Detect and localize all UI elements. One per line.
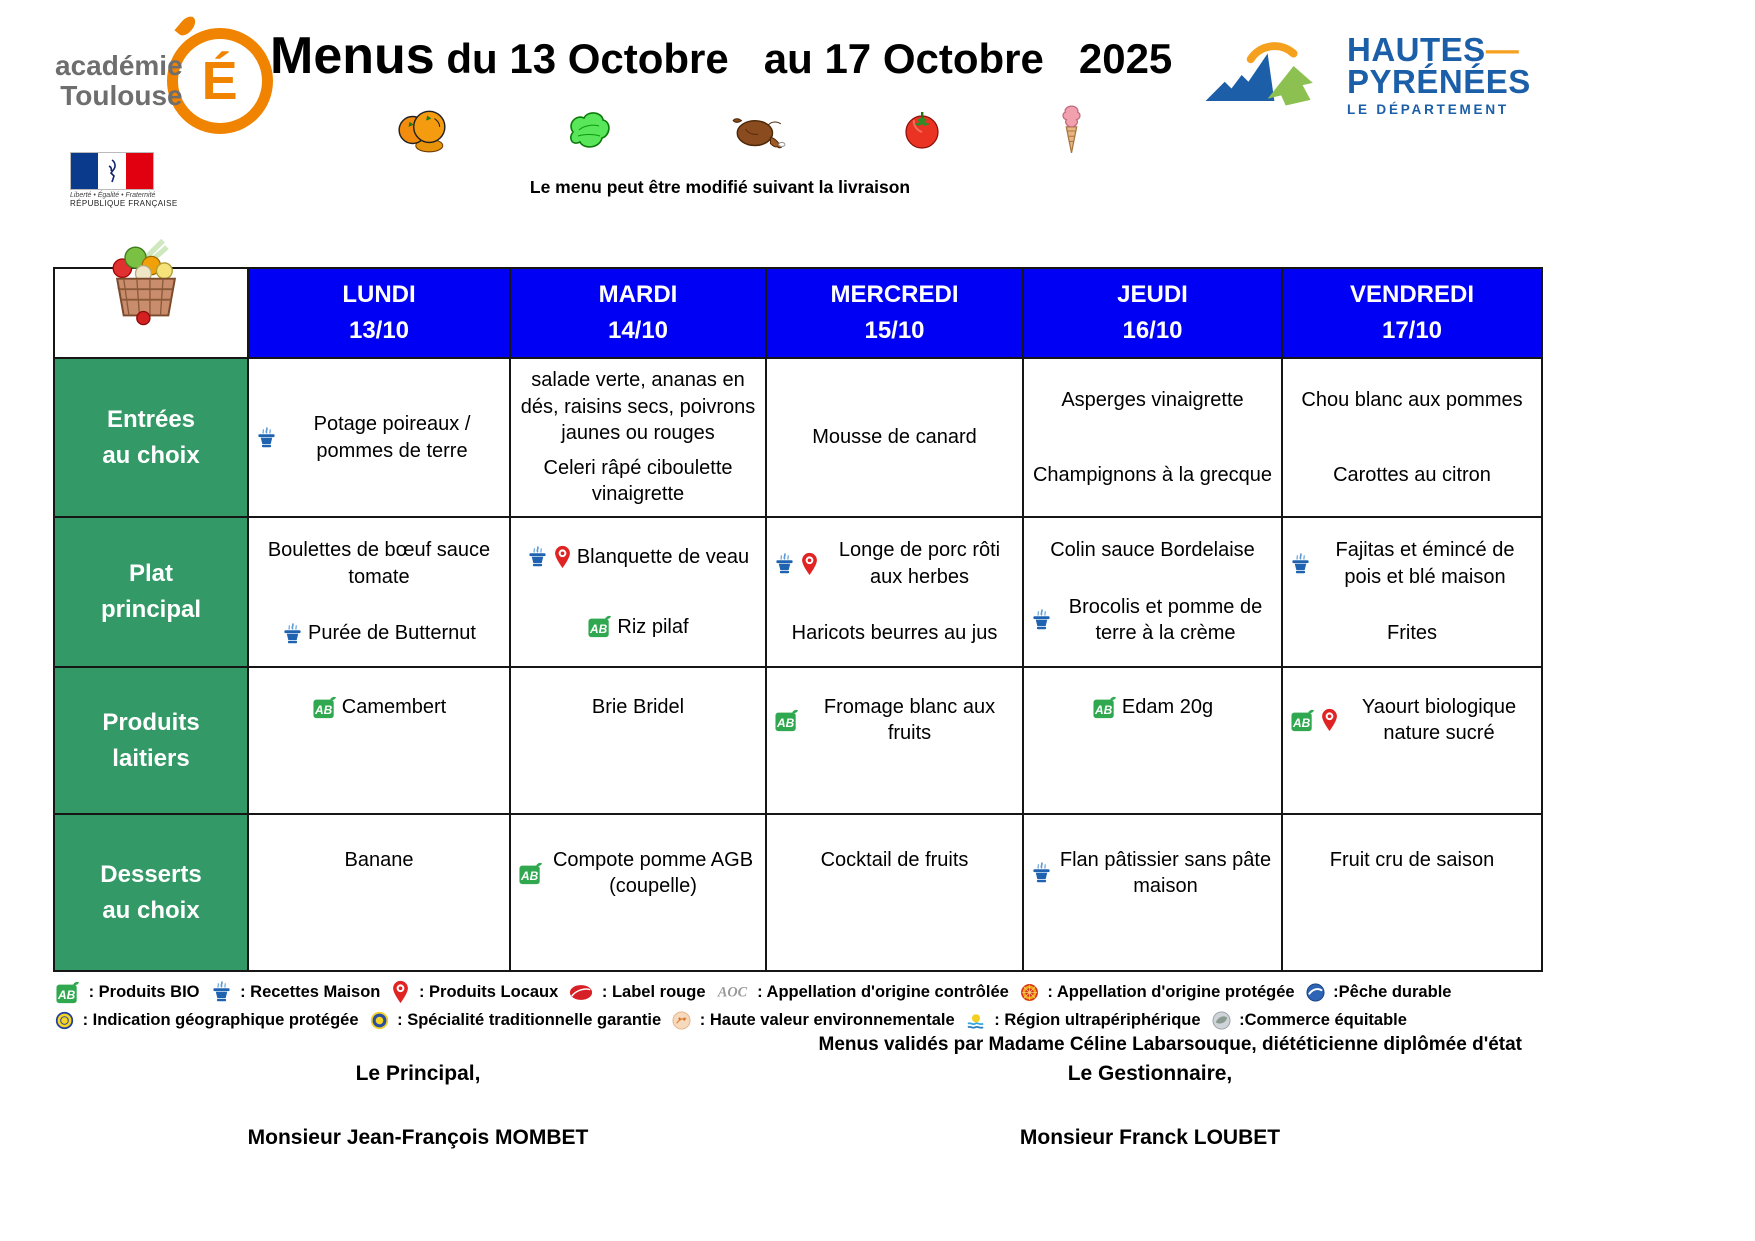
validation-note: Menus validés par Madame Céline Labarsouque, diététicienne diplômée d'état xyxy=(818,1034,1522,1055)
day-date: 15/10 xyxy=(864,317,925,344)
menu-item: Chou blanc aux pommes xyxy=(1301,389,1523,412)
day-date: 16/10 xyxy=(1122,317,1183,344)
produits-locaux-icon xyxy=(391,980,410,1004)
gestionnaire-title: Le Gestionnaire, xyxy=(1067,1062,1233,1085)
menu-item: Blanquette de veau xyxy=(527,544,749,570)
tomato-icon xyxy=(901,109,943,151)
menu-item: Asperges vinaigrette xyxy=(1061,389,1244,412)
day-header-vendredi xyxy=(1282,268,1542,358)
bio-icon xyxy=(518,862,543,885)
cell-produits-laitiers-vendredi xyxy=(1282,667,1542,814)
cell-desserts-jeudi xyxy=(1023,814,1282,971)
recettes-maison-icon xyxy=(527,545,548,569)
menu-item: AB Riz pilaf xyxy=(587,614,688,640)
cell-plat-principal-lundi xyxy=(248,517,510,667)
day-name: LUNDI xyxy=(342,281,416,308)
menu-item: salade verte, ananas en dés, raisins secs, poivrons jaunes ou rouges xyxy=(520,369,756,445)
table-row-entrees xyxy=(54,358,1542,517)
menu-item: Frites xyxy=(1387,622,1437,645)
svg-text:AB: AB xyxy=(1292,715,1311,730)
legend-item-igp: : Indication géographique protégée xyxy=(55,1011,359,1030)
principal-title: Le Principal, xyxy=(355,1062,481,1085)
legend xyxy=(55,980,1533,1037)
svg-text:AB: AB xyxy=(314,702,332,717)
recettes-maison-icon xyxy=(774,552,795,576)
legend-item-bio: AB : Produits BIO xyxy=(55,981,200,1004)
row-label-desserts: Desserts au choix xyxy=(54,814,248,971)
menu-item: AB Yaourt biologique nature sucré xyxy=(1290,694,1534,747)
legend-item-hve: : Haute valeur environnementale xyxy=(672,1011,955,1030)
day-name: JEUDI xyxy=(1117,281,1188,308)
cell-desserts-lundi xyxy=(248,814,510,971)
recettes-maison-icon xyxy=(256,426,277,450)
academie-logo-text: académie Toulouse xyxy=(55,49,183,111)
rup-icon xyxy=(966,1012,986,1030)
menu-item: Brocolis et pomme de terre à la crème xyxy=(1031,594,1274,647)
label-rouge-icon xyxy=(569,984,593,1001)
produits-locaux-icon xyxy=(1320,708,1339,732)
menu-item: AB Edam 20g xyxy=(1092,694,1213,720)
menu-item: Haricots beurres au jus xyxy=(791,622,998,645)
hve-icon xyxy=(672,1011,691,1030)
menu-item: Colin sauce Bordelaise xyxy=(1050,539,1255,562)
day-name: MERCREDI xyxy=(830,281,959,308)
delivery-notice: Le menu peut être modifié suivant la livraison xyxy=(529,177,911,197)
menu-item: AB Camembert xyxy=(312,694,446,720)
day-name: VENDREDI xyxy=(1349,281,1475,308)
cell-produits-laitiers-mercredi xyxy=(766,667,1023,814)
hautes-pyrenees-logo xyxy=(1203,31,1531,117)
gestionnaire-name: Monsieur Franck LOUBET xyxy=(1019,1126,1281,1149)
menu-item: Brie Bridel xyxy=(591,696,685,718)
legend-item-aop: : Appellation d'origine protégée xyxy=(1020,983,1295,1002)
svg-text:AB: AB xyxy=(57,987,76,1002)
menu-item: Potage poireaux / pommes de terre xyxy=(256,411,502,464)
menu-item: Banane xyxy=(344,849,414,871)
recettes-maison-icon xyxy=(1031,608,1052,632)
menu-item: Carottes au citron xyxy=(1333,463,1491,486)
table-row-produits-laitiers xyxy=(54,667,1542,814)
produits-locaux-icon xyxy=(553,545,572,569)
flag-motto: Liberté • Égalité • Fraternité xyxy=(70,192,156,199)
recettes-maison-icon xyxy=(1290,552,1311,576)
mountains-icon xyxy=(1203,40,1339,110)
row-label-entrees: Entrées au choix xyxy=(54,358,248,517)
cell-desserts-mercredi xyxy=(766,814,1023,971)
day-header-mercredi xyxy=(766,268,1023,358)
legend-item-label-rouge: : Label rouge xyxy=(569,983,705,1002)
day-header-jeudi xyxy=(1023,268,1282,358)
cell-desserts-mardi xyxy=(510,814,766,971)
cell-produits-laitiers-jeudi xyxy=(1023,667,1282,814)
bio-icon xyxy=(587,615,612,638)
title-menus: Menus xyxy=(270,27,435,85)
cell-plat-principal-mardi xyxy=(510,517,766,667)
legend-item-rup: : Région ultrapériphérique xyxy=(966,1011,1201,1030)
menu-item: Mousse de canard xyxy=(812,426,977,449)
legend-item-produits-locaux: : Produits Locaux xyxy=(391,980,558,1004)
cell-entrees-vendredi xyxy=(1282,358,1542,517)
menu-item: Longe de porc rôti aux herbes xyxy=(774,537,1015,590)
legend-item-commerce-equitable: :Commerce équitable xyxy=(1212,1011,1407,1030)
day-date: 17/10 xyxy=(1381,317,1443,344)
oranges-icon xyxy=(395,106,449,154)
menu-item: Purée de Butternut xyxy=(282,620,476,646)
academie-toulouse-logo xyxy=(55,28,273,134)
svg-text:AOC: AOC xyxy=(717,984,747,1001)
cell-entrees-jeudi xyxy=(1023,358,1282,517)
bio-icon xyxy=(774,709,799,732)
menu-item: AB Compote pomme AGB (coupelle) xyxy=(518,847,758,900)
flag-name: RÉPUBLIQUE FRANÇAISE xyxy=(70,199,178,208)
menu-item: Cocktail de fruits xyxy=(820,849,969,871)
hp-logo-text: HAUTES— PYRÉNÉES LE DÉPARTEMENT xyxy=(1347,31,1531,117)
cell-entrees-lundi xyxy=(248,358,510,517)
aop-icon xyxy=(1020,983,1039,1002)
ice-cream-icon xyxy=(1058,104,1085,156)
day-name: MARDI xyxy=(598,281,678,308)
bio-icon xyxy=(1092,696,1117,719)
stg-icon xyxy=(370,1011,389,1030)
day-date: 14/10 xyxy=(607,317,669,344)
lettuce-icon xyxy=(564,108,614,152)
cell-plat-principal-mercredi xyxy=(766,517,1023,667)
recettes-maison-icon xyxy=(1031,861,1052,885)
menu-item: Boulettes de bœuf sauce tomate xyxy=(267,539,491,588)
row-label-produits-laitiers: Produits laitiers xyxy=(54,667,248,814)
menu-item: Fruit cru de saison xyxy=(1329,849,1495,871)
svg-text:AB: AB xyxy=(1094,702,1113,717)
menu-item: Flan pâtissier sans pâte maison xyxy=(1031,847,1274,900)
cell-plat-principal-vendredi xyxy=(1282,517,1542,667)
menu-item: Celeri râpé ciboulette vinaigrette xyxy=(543,456,733,506)
cell-plat-principal-jeudi xyxy=(1023,517,1282,667)
republique-francaise-logo xyxy=(70,152,178,208)
igp-icon xyxy=(55,1011,74,1030)
day-date: 13/10 xyxy=(348,317,410,344)
cell-entrees-mardi xyxy=(510,358,766,517)
bio-icon xyxy=(312,696,337,719)
principal-name: Monsieur Jean-François MOMBET xyxy=(247,1126,589,1149)
produits-locaux-icon xyxy=(800,552,819,576)
commerce-equitable-icon xyxy=(1212,1011,1231,1030)
day-header-lundi xyxy=(248,268,510,358)
table-row-plat-principal xyxy=(54,517,1542,667)
cell-produits-laitiers-lundi xyxy=(248,667,510,814)
svg-text:AB: AB xyxy=(776,715,795,730)
menu-item: Fajitas et émincé de pois et blé maison xyxy=(1290,537,1534,590)
academie-badge-icon: É xyxy=(167,28,273,134)
page-title xyxy=(270,26,1173,86)
recettes-maison-icon xyxy=(282,622,303,646)
bio-icon xyxy=(55,981,80,1004)
fruit-basket-icon xyxy=(104,234,188,331)
title-dates: du 13 Octobre au 17 Octobre 2025 xyxy=(434,35,1173,82)
row-label-plat-principal: Plat principal xyxy=(54,517,248,667)
svg-text:AB: AB xyxy=(520,868,539,883)
french-flag-icon xyxy=(70,152,154,190)
legend-line-1 xyxy=(55,980,1533,1004)
menu-table xyxy=(53,267,1543,972)
cell-produits-laitiers-mardi xyxy=(510,667,766,814)
cell-entrees-mercredi xyxy=(766,358,1023,517)
legend-item-recettes-maison: : Recettes Maison xyxy=(211,980,381,1004)
aoc-icon xyxy=(717,983,749,1001)
food-clipart-row xyxy=(395,100,1085,160)
table-row-desserts xyxy=(54,814,1542,971)
recettes-maison-icon xyxy=(211,980,232,1004)
day-header-mardi xyxy=(510,268,766,358)
menu-item: Champignons à la grecque xyxy=(1032,463,1273,486)
legend-item-peche-durable: :Pêche durable xyxy=(1306,983,1452,1002)
svg-text:AB: AB xyxy=(590,622,608,637)
bio-icon xyxy=(1290,709,1315,732)
legend-item-aoc: AOC : Appellation d'origine contrôlée xyxy=(717,982,1009,1001)
legend-line-2 xyxy=(55,1011,1533,1030)
legend-item-stg: : Spécialité traditionnelle garantie xyxy=(370,1011,662,1030)
menu-item: AB Fromage blanc aux fruits xyxy=(774,694,1015,747)
peche-durable-icon xyxy=(1306,983,1325,1002)
cell-desserts-vendredi xyxy=(1282,814,1542,971)
roast-chicken-icon xyxy=(729,108,787,152)
